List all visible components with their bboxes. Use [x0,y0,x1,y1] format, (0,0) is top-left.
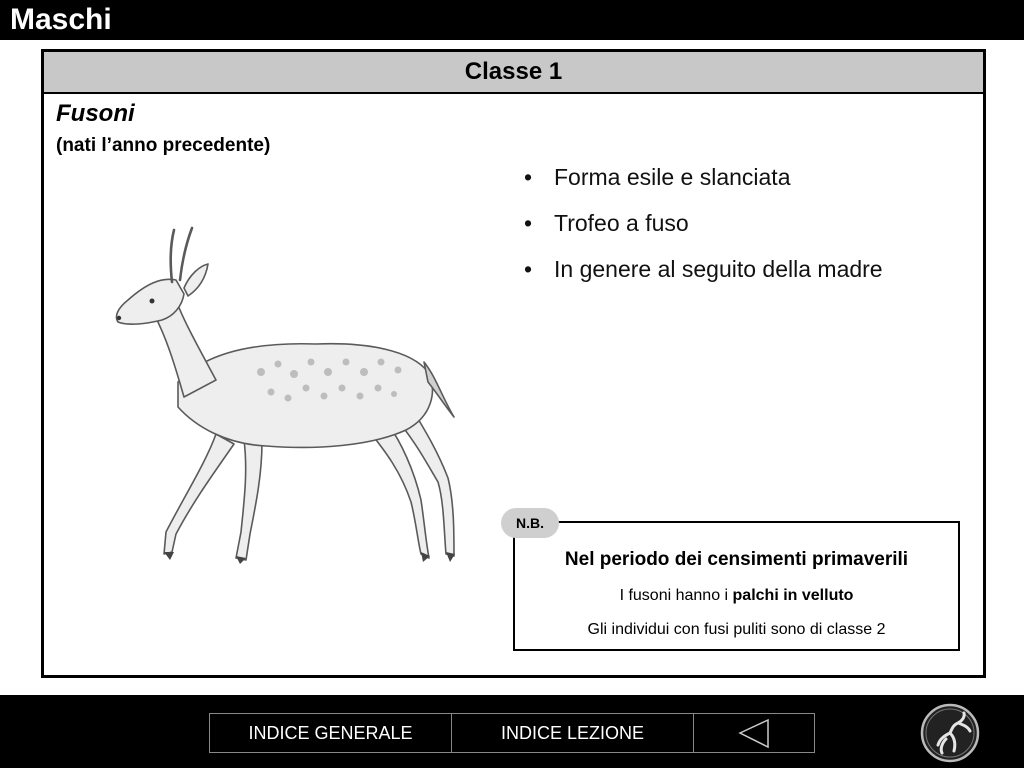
back-triangle-icon [694,714,814,752]
nb-badge: N.B. [501,508,559,538]
deer-head-logo-icon[interactable] [920,703,980,763]
list-item: • In genere al seguito della madre [520,246,883,292]
deer-drawing-icon [66,202,486,572]
page-title: Maschi [10,3,112,36]
note-box [513,521,960,651]
bullet-icon: • [524,164,533,190]
card-subtitle: Fusoni [56,100,135,127]
card-header: Classe 1 [44,52,983,94]
footer-nav [209,713,815,753]
footer-bar [0,695,1024,768]
bullet-icon: • [524,256,533,282]
indice-lezione-button[interactable]: INDICE LEZIONE [452,714,694,752]
note-line-1: I fusoni hanno i palchi in velluto [619,587,854,604]
note-title: Nel periodo dei censimenti primaverili [564,549,909,570]
content-card [41,49,986,678]
card-subnote: (nati l’anno precedente) [56,135,271,156]
feature-list [520,154,883,292]
list-item: • Forma esile e slanciata [520,154,883,200]
bullet-icon: • [524,210,533,236]
top-bar [0,0,1024,40]
list-item: • Trofeo a fuso [520,200,883,246]
back-button[interactable] [694,714,814,752]
indice-generale-button[interactable]: INDICE GENERALE [210,714,452,752]
note-highlight: palchi in velluto [732,587,854,604]
deer-illustration [66,202,486,572]
note-line-2: Gli individui con fusi puliti sono di classe 2 [587,621,886,638]
